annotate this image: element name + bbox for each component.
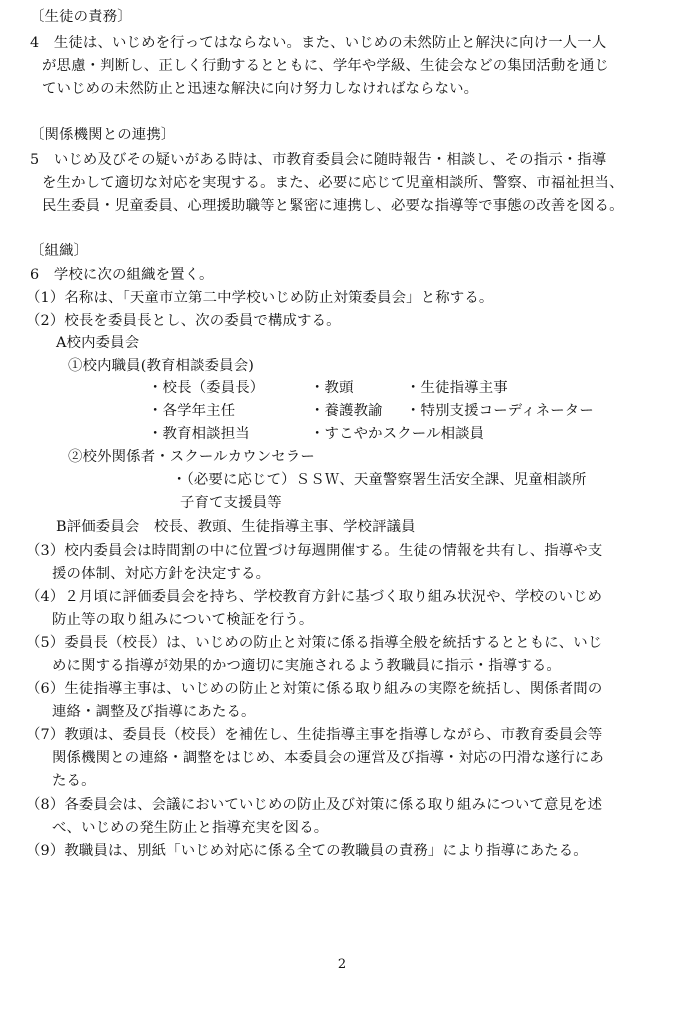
external-members-heading: ②校外関係者・スクールカウンセラー <box>68 449 315 465</box>
list-item-2: （2）校長を委員長とし、次の委員で構成する。 <box>26 313 341 329</box>
section-heading-organization: 〔組織〕 <box>30 243 89 259</box>
list-item-4-line-2: 防止等の取り組みについて検証を行う。 <box>52 612 314 628</box>
paragraph-4-line-3: ていじめの未然防止と迅速な解決に向け努力しなければならない。 <box>42 81 479 97</box>
paragraph-5-line-1: 5 いじめ及びその疑いがある時は、市教育委員会に随時報告・相談し、その指示・指導 <box>30 152 607 168</box>
external-members-line-1: ・（必要に応じて）ＳＳＷ、天童警察署生活安全課、児童相談所 <box>172 472 587 488</box>
staff-member: ・教育相談担当 <box>148 426 250 442</box>
paragraph-4-line-2: が思慮・判断し、正しく行動するとともに、学年や学級、生徒会などの集団活動を通じ <box>42 58 610 74</box>
list-item-4-line-1: （4）２月頃に評価委員会を持ち、学校教育方針に基づく取り組み状況や、学校のいじめ <box>26 589 603 605</box>
list-item-1: （1）名称は、「天童市立第二中学校いじめ防止対策委員会」と称する。 <box>26 290 494 306</box>
staff-member: ・特別支援コーディネーター <box>406 403 594 419</box>
external-members-line-2: 子育て支援員等 <box>180 495 282 511</box>
paragraph-5-line-3: 民生委員・児童委員、心理援助職等と緊密に連携し、必要な指導等で事態の改善を図る。 <box>42 198 624 214</box>
paragraph-5-line-2: を生かして適切な対応を実現する。また、必要に応じて児童相談所、警察、市福祉担当、 <box>42 175 624 191</box>
list-item-5-line-1: （5）委員長（校長）は、いじめの防止と対策に係る指導全般を統括するとともに、いじ <box>26 635 603 651</box>
list-item-3-line-1: （3）校内委員会は時間割の中に位置づけ毎週開催する。生徒の情報を共有し、指導や支 <box>26 543 603 559</box>
staff-member: ・校長（委員長） <box>148 380 265 396</box>
staff-member: ・養護教諭 <box>310 403 383 419</box>
committee-b-line: B評価委員会 校長、教頭、生徒指導主事、学校評議員 <box>56 519 416 535</box>
committee-a-title: A校内委員会 <box>56 335 140 351</box>
page-number: 2 <box>337 957 347 972</box>
paragraph-6: 6 学校に次の組織を置く。 <box>30 267 214 283</box>
list-item-6-line-2: 連絡・調整及び指導にあたる。 <box>52 704 256 720</box>
list-item-7-line-1: （7）教頭は、委員長（校長）を補佐し、生徒指導主事を指導しながら、市教育委員会等 <box>26 727 603 743</box>
list-item-5-line-2: めに関する指導が効果的かつ適切に実施されるよう教職員に指示・指導する。 <box>52 658 561 674</box>
list-item-9: （9）教職員は、別紙「いじめ対応に係る全ての教職員の責務」により指導にあたる。 <box>26 843 588 859</box>
staff-member: ・すこやかスクール相談員 <box>310 426 485 442</box>
list-item-3-line-2: 援の体制、対応方針を決定する。 <box>52 566 271 582</box>
list-item-7-line-3: たる。 <box>52 773 96 789</box>
staff-member: ・教頭 <box>310 380 354 396</box>
staff-member: ・生徒指導主事 <box>406 380 508 396</box>
paragraph-4-line-1: 4 生徒は、いじめを行ってはならない。また、いじめの未然防止と解決に向け一人一人 <box>30 35 607 51</box>
internal-staff-heading: ①校内職員(教育相談委員会) <box>68 358 255 374</box>
list-item-8-line-1: （8）各委員会は、会議においていじめの防止及び対策に係る取り組みについて意見を述 <box>26 797 603 813</box>
staff-member: ・各学年主任 <box>148 403 236 419</box>
section-heading-agencies: 〔関係機関との連携〕 <box>30 127 176 143</box>
list-item-6-line-1: （6）生徒指導主事は、いじめの防止と対策に係る取り組みの実際を統括し、関係者間の <box>26 681 603 697</box>
list-item-7-line-2: 関係機関との連絡・調整をはじめ、本委員会の運営及び指導・対応の円滑な遂行にあ <box>52 750 604 766</box>
section-heading-students: 〔生徒の責務〕 <box>30 9 132 25</box>
list-item-8-line-2: べ、いじめの発生防止と指導充実を図る。 <box>52 820 329 836</box>
